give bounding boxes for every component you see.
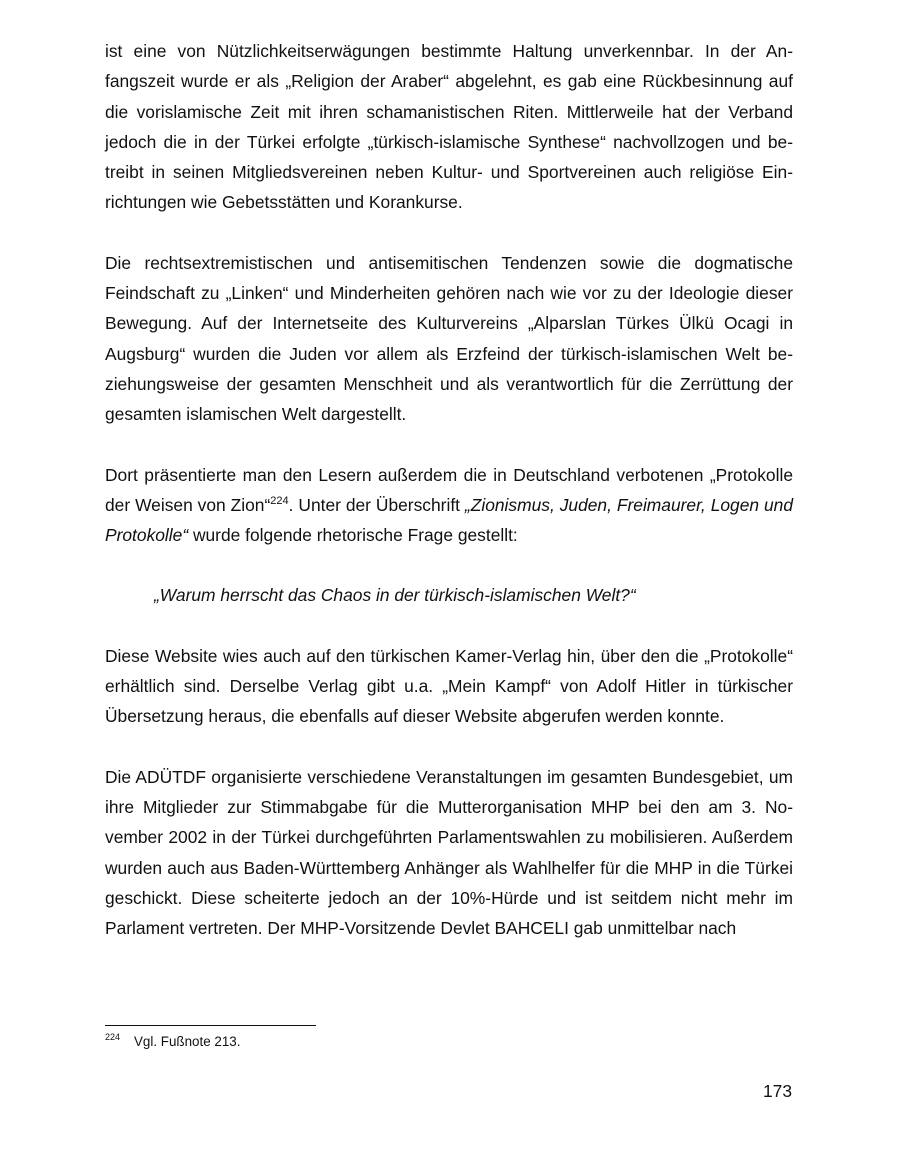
paragraph-1: ist eine von Nützlichkeitserwägungen bestimmte Haltung unverkennbar. In der Anfangszeit wurde er als „Religion der Araber“ abgelehnt, es gab eine Rückbesinnung auf die vorislamische Zeit mit ihren schamanistischen Riten. Mittlerweile hat der Verband jedoch die in der Türkei erfolgte „türkisch-islamische Synthese“ nachvollzogen und betreibt in seinen Mitgliedsvereinen neben Kultur- und Sportvereinen auch religiöse Einrichtungen wie Gebetsstätten und Korankurse. [105, 41, 793, 213]
page-body [105, 36, 793, 943]
paragraph-3 [105, 460, 793, 551]
page-number: 173 [762, 1081, 792, 1101]
paragraph-3-text-a: Dort präsentierte man den Lesern außerdem die in Deutschland verbotenen „Protokolle der Weisen von Zion“ [105, 464, 793, 515]
footnote-number: 224 [105, 1032, 121, 1042]
block-quote: „Warum herrscht das Chaos in der türkisch-islamischen Welt?“ [154, 585, 636, 606]
paragraph-3-text-b: . Unter der Überschrift [288, 494, 465, 515]
footnote-reference[interactable]: 224 [270, 494, 289, 507]
paragraph-2: Die rechtsextremistischen und antisemitischen Tendenzen sowie die dogmatische Feindschaft zu „Linken“ und Minderheiten gehören nach wie vor zu der Ideologie dieser Bewegung. Auf der Internetseite des Kulturvereins „Alparslan Türkes Ülkü Ocagi in Augsburg“ wurden die Juden vor allem als Erzfeind der türkisch-islamischen Welt beziehungsweise der gesamten Menschheit und als verantwortlich für die Zerrüttung der gesamten islamischen Welt dargestellt. [105, 252, 793, 425]
paragraph-3-text-c: wurde folgende rhetorische Frage gestellt: [188, 525, 518, 546]
footnote-text: Vgl. Fußnote 213. [134, 1034, 241, 1049]
footnote-divider [105, 1025, 316, 1026]
paragraph-3-italic-title: „Zionismus, Juden, Freimaurer, Logen und Protokolle“ [105, 494, 794, 546]
paragraph-5: Die ADÜTDF organisierte verschiedene Veranstaltungen im gesamten Bundesgebiet, um ihre Mitglieder zur Stimmabgabe für die Mutterorganisation MHP bei den am 3. November 2002 in der Türkei durchgeführten Parlamentswahlen zu mobilisieren. Außerdem wurden auch aus Baden-Württemberg Anhänger als Wahlhelfer für die MHP in die Türkei geschickt. Diese scheiterte jedoch an der 10%-Hürde und ist seitdem nicht mehr im Parlament vertreten. Der MHP-Vorsitzende Devlet BAHCELI gab unmittelbar nach [105, 766, 793, 939]
paragraph-4: Diese Website wies auch auf den türkischen Kamer-Verlag hin, über den die „Protokolle“ erhältlich sind. Derselbe Verlag gibt u.a. „Mein Kampf“ von Adolf Hitler in türkischer Übersetzung heraus, die ebenfalls auf dieser Website abgerufen werden konnte. [105, 645, 793, 727]
footnote [105, 1033, 240, 1052]
